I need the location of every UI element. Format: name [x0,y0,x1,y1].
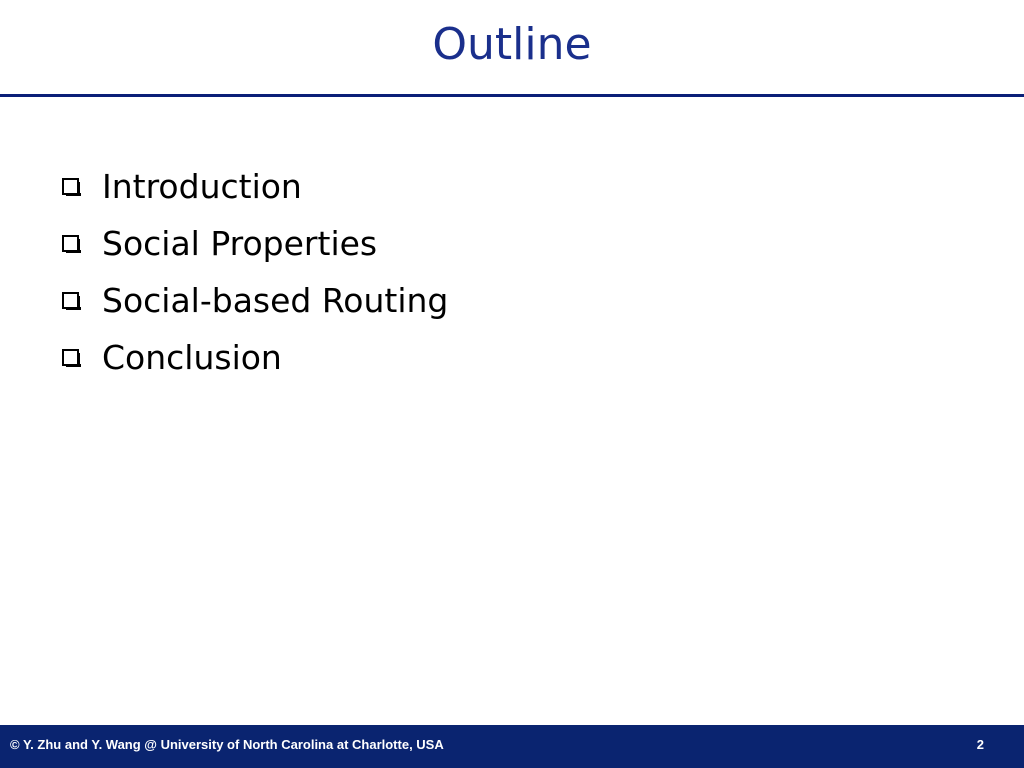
checkbox-icon [62,235,79,252]
list-item [62,158,448,215]
list-item [62,215,448,272]
footer-bar [0,725,1024,768]
list-item [62,329,448,386]
page-number: 2 [976,737,984,752]
list-item [62,272,448,329]
bullet-label: Introduction [102,167,302,206]
bullet-label: Social-based Routing [102,281,449,320]
checkbox-icon [62,349,79,366]
slide-title: Outline [432,19,592,70]
bullet-label: Social Properties [102,224,378,263]
title-divider [0,94,1024,97]
checkbox-icon [62,292,79,309]
checkbox-icon [62,178,79,195]
outline-list [62,158,448,386]
footer-copyright: © Y. Zhu and Y. Wang @ University of North Carolina at Charlotte, USA [10,737,444,752]
bullet-label: Conclusion [102,338,282,377]
